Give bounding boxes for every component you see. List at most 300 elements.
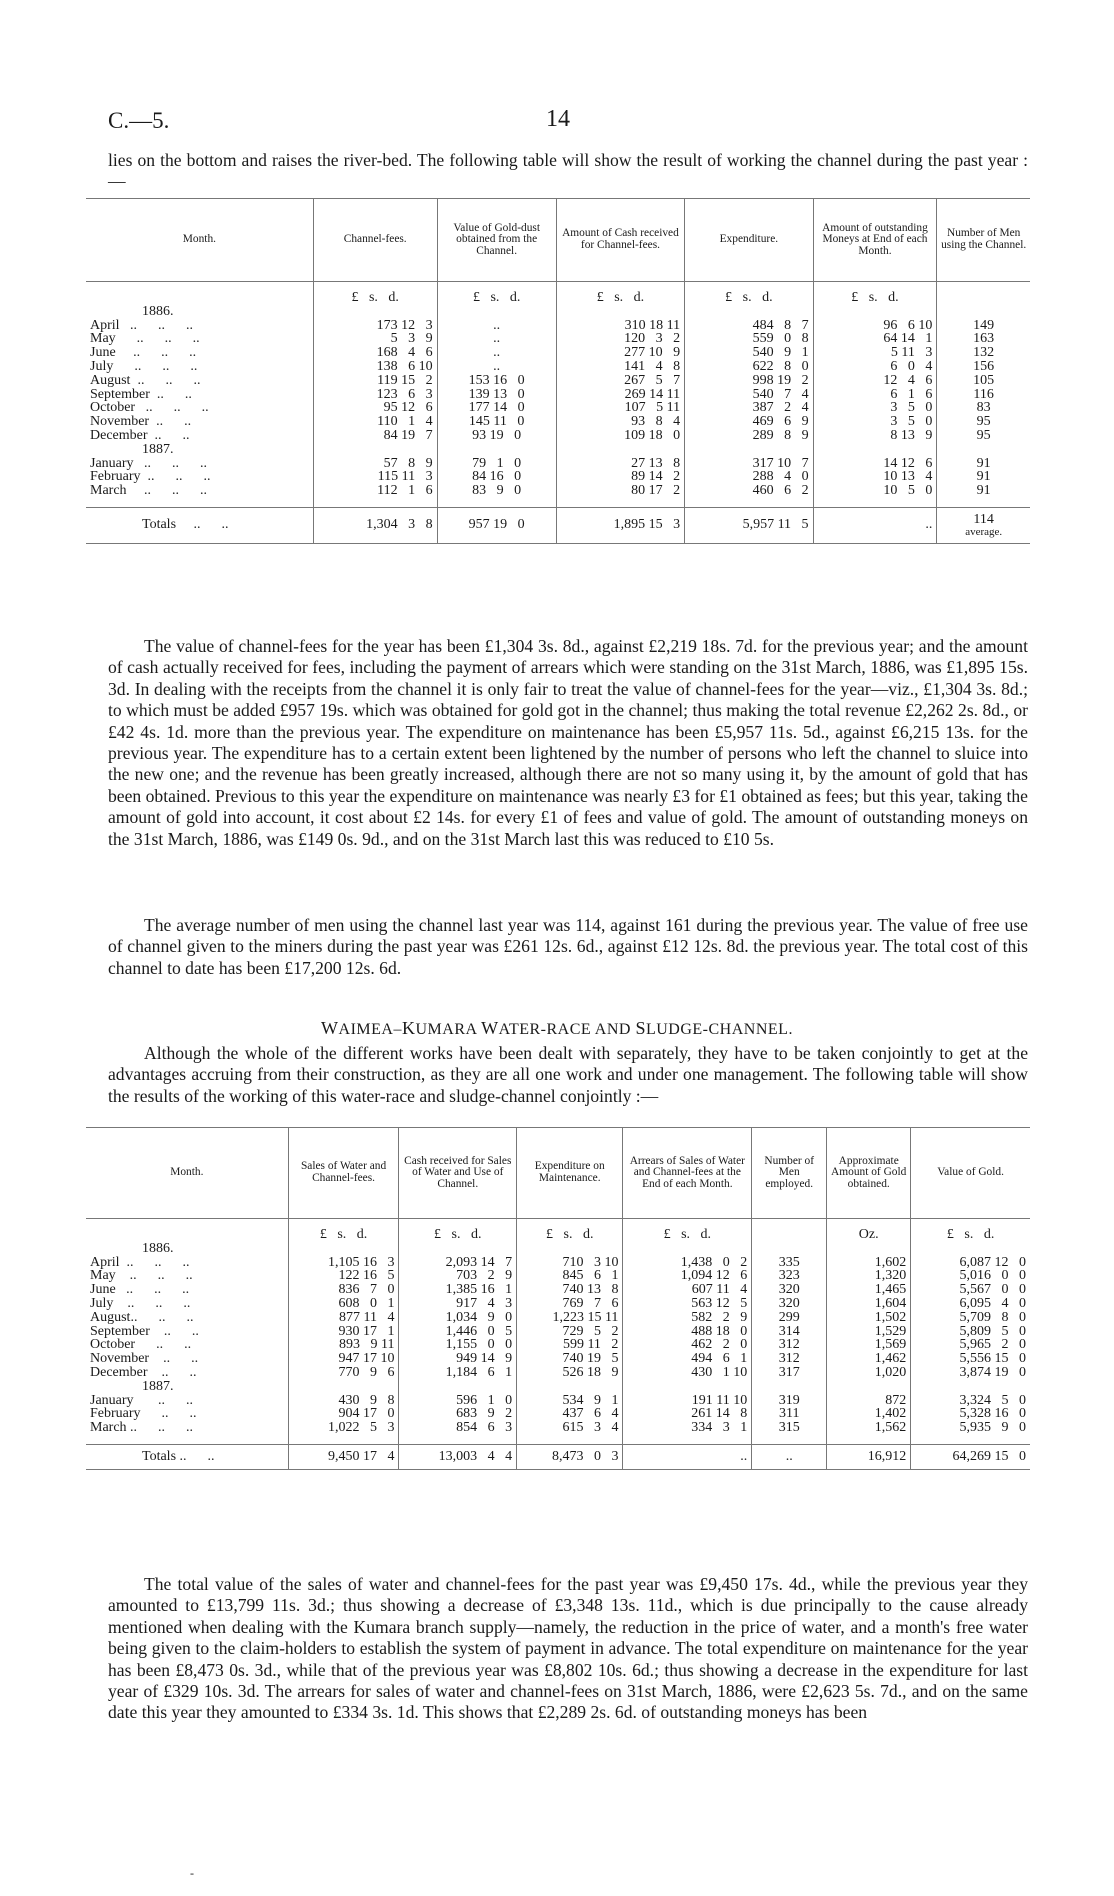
table-cell: 83 9 0 xyxy=(437,484,556,498)
column-header: Number of Men employed. xyxy=(752,1128,827,1219)
table-cell: 1,022 5 3 xyxy=(288,1421,399,1435)
table-cell xyxy=(623,1435,752,1445)
year-row xyxy=(86,1380,1030,1394)
table-cell: 582 2 9 xyxy=(623,1311,752,1325)
table-cell: 6,087 12 0 xyxy=(911,1256,1030,1270)
table-cell: 138 6 10 xyxy=(313,360,437,374)
column-header: Expenditure. xyxy=(685,199,813,282)
channel-working-table xyxy=(86,198,1030,544)
table-cell: 1,465 xyxy=(827,1283,911,1297)
table-cell: 1,502 xyxy=(827,1311,911,1325)
total-value: 957 19 0 xyxy=(468,517,525,533)
table-cell xyxy=(86,1219,288,1229)
table-cell: 96 6 10 xyxy=(813,319,937,333)
table-cell: 168 4 6 xyxy=(313,346,437,360)
table-cell xyxy=(288,1380,399,1394)
total-value: Totals .. .. xyxy=(142,517,229,533)
table-cell: 703 2 9 xyxy=(399,1269,517,1283)
table-cell: 769 7 6 xyxy=(517,1297,623,1311)
currency-row xyxy=(86,1228,1030,1242)
total-value: 64,269 15 0 xyxy=(952,1448,1026,1464)
table-cell: 10 13 4 xyxy=(813,470,937,484)
table-cell: 84 19 7 xyxy=(313,429,437,443)
table-cell: £ s. d. xyxy=(517,1228,623,1242)
table-cell xyxy=(517,1380,623,1394)
table-cell xyxy=(86,1444,288,1469)
table-cell: 3 5 0 xyxy=(813,401,937,415)
table-cell: 312 xyxy=(752,1352,827,1366)
table-cell: December .. .. xyxy=(90,1364,197,1380)
table-cell: 683 9 2 xyxy=(399,1407,517,1421)
table-row xyxy=(86,457,1030,471)
table-cell: 289 8 9 xyxy=(685,429,813,443)
table-cell: 3,874 19 0 xyxy=(911,1366,1030,1380)
spacer-row xyxy=(86,498,1030,508)
table-cell: £ s. d. xyxy=(399,1228,517,1242)
table-cell: 1,562 xyxy=(827,1421,911,1435)
table-cell: 484 8 7 xyxy=(685,319,813,333)
table-cell xyxy=(313,507,437,543)
table-cell: 1,320 xyxy=(827,1269,911,1283)
column-header: Sales of Water and Channel-fees. xyxy=(288,1128,399,1219)
table-cell: September .. .. xyxy=(90,1323,199,1339)
table-cell xyxy=(517,1242,623,1256)
table-cell: 872 xyxy=(827,1394,911,1408)
table-cell: December .. .. xyxy=(90,427,190,443)
table-cell xyxy=(827,1380,911,1394)
table-cell: 740 13 8 xyxy=(517,1283,623,1297)
table-cell: 460 6 2 xyxy=(685,484,813,498)
currency-row xyxy=(86,291,1030,305)
table-cell: 335 xyxy=(752,1256,827,1270)
table-cell: 534 9 1 xyxy=(517,1394,623,1408)
column-header: Month. xyxy=(86,199,313,282)
table-cell: 89 14 2 xyxy=(556,470,684,484)
table-cell: 6,095 4 0 xyxy=(911,1297,1030,1311)
table-cell xyxy=(399,1242,517,1256)
total-value: .. xyxy=(785,1448,793,1464)
table-cell xyxy=(437,443,556,457)
table-header-row xyxy=(86,1128,1030,1219)
table-cell xyxy=(556,443,684,457)
table-cell xyxy=(313,443,437,457)
table-cell xyxy=(685,507,813,543)
table-cell: 5,965 2 0 xyxy=(911,1338,1030,1352)
table-cell xyxy=(623,1444,752,1469)
table-cell: 109 18 0 xyxy=(556,429,684,443)
total-value: .. xyxy=(925,517,933,533)
total-value: 16,912 xyxy=(867,1448,907,1464)
sales-of-water-paragraph: The total value of the sales of water and channel-fees for the past year was £9,450 17s. 4d., while the previous year they amounted to £13,799 11s. 3d.; thus showing a decrease of £3,348 13s. 11d., which is due principally to the cause already mentioned when dealing with the Kumara branch supply—namely, the reduction in the price of water, and a month's free water being given to the claim-holders to establish the system of payment in advance. The total expenditure on maintenance for the year has been £8,473 0s. 3d., while that of the previous year was £8,802 10s. 6d.; thus showing a decrease in the expenditure for last year of £329 10s. 3d. The arrears for sales of water and channel-fees on 31st March, 1886, were £2,623 5s. 7d., and on the same date this year they amounted to £334 3s. 1d. This shows that £2,289 2s. 6d. of outstanding moneys has been xyxy=(108,1574,1028,1723)
table-cell: 563 12 5 xyxy=(623,1297,752,1311)
table-cell: 917 4 3 xyxy=(399,1297,517,1311)
table-cell xyxy=(911,1435,1030,1445)
table-cell xyxy=(752,1444,827,1469)
table-cell: 311 xyxy=(752,1407,827,1421)
table-cell: 163 xyxy=(937,332,1030,346)
table-cell: 145 11 0 xyxy=(437,415,556,429)
table-cell: April .. .. .. xyxy=(90,1254,190,1270)
table-cell: 132 xyxy=(937,346,1030,360)
table-cell: 317 10 7 xyxy=(685,457,813,471)
table-cell: .. xyxy=(437,346,556,360)
column-header: Approximate Amount of Gold obtained. xyxy=(827,1128,911,1219)
table-cell xyxy=(937,282,1030,292)
table-row xyxy=(86,401,1030,415)
table-cell: 1,034 9 0 xyxy=(399,1311,517,1325)
year-row xyxy=(86,443,1030,457)
table-cell: 740 19 5 xyxy=(517,1352,623,1366)
table-cell xyxy=(752,1228,827,1242)
table-cell: 3 5 0 xyxy=(813,415,937,429)
table-cell: March .. .. .. xyxy=(90,483,208,499)
table-cell: 540 7 4 xyxy=(685,388,813,402)
table-cell: 323 xyxy=(752,1269,827,1283)
table-cell xyxy=(911,1242,1030,1256)
average-men-paragraph: The average number of men using the channel last year was 114, against 161 during the previous year. The value of free use of channel given to the miners during the past year was £261 12s. 6d., against £12 12s. 8d. the previous year. The total cost of this channel to date has been £17,200 12s. 6d. xyxy=(108,915,1028,978)
table-cell: 1,105 16 3 xyxy=(288,1256,399,1270)
table-cell: £ s. d. xyxy=(911,1228,1030,1242)
table-cell: 120 3 2 xyxy=(556,332,684,346)
table-cell xyxy=(813,443,937,457)
table-cell: 149 xyxy=(937,319,1030,333)
table-cell: 123 6 3 xyxy=(313,388,437,402)
table-cell: April .. .. .. xyxy=(90,317,194,333)
table-cell xyxy=(911,1444,1030,1469)
table-cell xyxy=(517,1444,623,1469)
table-cell: 139 13 0 xyxy=(437,388,556,402)
table-row xyxy=(86,332,1030,346)
table-cell: 310 18 11 xyxy=(556,319,684,333)
table-cell: 112 1 6 xyxy=(313,484,437,498)
table-cell: 1,604 xyxy=(827,1297,911,1311)
table-row xyxy=(86,1283,1030,1297)
table-cell: October .. .. xyxy=(90,1337,192,1353)
table-cell: 64 14 1 xyxy=(813,332,937,346)
table-row xyxy=(86,346,1030,360)
table-cell xyxy=(399,1435,517,1445)
table-cell: 1887. xyxy=(142,441,174,457)
total-value: 114 xyxy=(973,511,994,527)
table-cell xyxy=(752,1380,827,1394)
water-race-sludge-table xyxy=(86,1127,1030,1470)
table-cell: 5,328 16 0 xyxy=(911,1407,1030,1421)
table-cell: 5,567 0 0 xyxy=(911,1283,1030,1297)
table-cell: 83 xyxy=(937,401,1030,415)
table-cell: 8 13 9 xyxy=(813,429,937,443)
table-cell: 6 0 4 xyxy=(813,360,937,374)
table-cell xyxy=(86,1435,288,1445)
column-header: Expenditure on Maintenance. xyxy=(517,1128,623,1219)
table-cell: 5,809 5 0 xyxy=(911,1325,1030,1339)
table-cell xyxy=(437,498,556,508)
table-cell: 622 8 0 xyxy=(685,360,813,374)
table-cell: 153 16 0 xyxy=(437,374,556,388)
table-cell: 277 10 9 xyxy=(556,346,684,360)
table-cell: 6 1 6 xyxy=(813,388,937,402)
table-cell: 269 14 11 xyxy=(556,388,684,402)
table-cell xyxy=(437,305,556,319)
table-cell xyxy=(288,1435,399,1445)
table-cell: 122 16 5 xyxy=(288,1269,399,1283)
table-row xyxy=(86,388,1030,402)
table-cell: 79 1 0 xyxy=(437,457,556,471)
table-cell: 930 17 1 xyxy=(288,1325,399,1339)
year-row xyxy=(86,1242,1030,1256)
table-row xyxy=(86,1269,1030,1283)
table-cell: 1886. xyxy=(142,303,174,319)
table-cell: 1,223 15 11 xyxy=(517,1311,623,1325)
table-cell: 115 11 3 xyxy=(313,470,437,484)
table-cell: 1,094 12 6 xyxy=(623,1269,752,1283)
table-cell: 12 4 6 xyxy=(813,374,937,388)
table-cell: 312 xyxy=(752,1338,827,1352)
table-cell: 84 16 0 xyxy=(437,470,556,484)
column-header: Month. xyxy=(86,1128,288,1219)
table-cell xyxy=(517,1435,623,1445)
table-cell: 1,569 xyxy=(827,1338,911,1352)
table-cell xyxy=(399,1444,517,1469)
table-cell xyxy=(623,1242,752,1256)
section-heading: WAIMEA–KUMARA WATER-RACE AND SLUDGE-CHANNEL. xyxy=(321,1018,793,1038)
year-row xyxy=(86,305,1030,319)
table-cell: 27 13 8 xyxy=(556,457,684,471)
table-cell xyxy=(313,498,437,508)
table-cell: 615 3 4 xyxy=(517,1421,623,1435)
table-cell: 462 2 0 xyxy=(623,1338,752,1352)
table-row xyxy=(86,1297,1030,1311)
table-cell: 893 9 11 xyxy=(288,1338,399,1352)
table-cell: £ s. d. xyxy=(623,1228,752,1242)
total-value: Totals .. .. xyxy=(142,1448,215,1464)
table-cell: 437 6 4 xyxy=(517,1407,623,1421)
table-cell: 387 2 4 xyxy=(685,401,813,415)
table-cell: 320 xyxy=(752,1297,827,1311)
table-cell xyxy=(623,1380,752,1394)
table-cell xyxy=(556,498,684,508)
table-cell: 5,935 9 0 xyxy=(911,1421,1030,1435)
page-number: 14 xyxy=(546,106,570,132)
table-cell: 1,602 xyxy=(827,1256,911,1270)
table-cell: 1,438 0 2 xyxy=(623,1256,752,1270)
table-cell: .. xyxy=(437,332,556,346)
table-cell xyxy=(685,443,813,457)
column-header: Amount of Cash received for Channel-fees. xyxy=(556,199,684,282)
table-cell xyxy=(911,1380,1030,1394)
table-cell: 559 0 8 xyxy=(685,332,813,346)
table-row xyxy=(86,429,1030,443)
total-value: 5,957 11 5 xyxy=(742,517,809,533)
table-row xyxy=(86,1311,1030,1325)
total-value: 1,304 3 8 xyxy=(366,517,433,533)
column-header: Cash received for Sales of Water and Use of Channel. xyxy=(399,1128,517,1219)
table-cell: March .. .. .. xyxy=(90,1420,194,1436)
table-cell: 91 xyxy=(937,457,1030,471)
table-row xyxy=(86,1256,1030,1270)
table-cell: 334 3 1 xyxy=(623,1421,752,1435)
spacer-row xyxy=(86,1435,1030,1445)
table-cell: 1,462 xyxy=(827,1352,911,1366)
column-header: Arrears of Sales of Water and Channel-fees at the End of each Month. xyxy=(623,1128,752,1219)
table-cell: 1886. xyxy=(142,1240,174,1256)
table-cell: 156 xyxy=(937,360,1030,374)
table-row xyxy=(86,1366,1030,1380)
table-cell xyxy=(86,291,313,305)
table-cell xyxy=(86,498,313,508)
table-cell: 10 5 0 xyxy=(813,484,937,498)
table-cell xyxy=(937,443,1030,457)
table-cell: 1,385 16 1 xyxy=(399,1283,517,1297)
table-cell: May .. .. .. xyxy=(90,1268,193,1284)
table-cell xyxy=(556,305,684,319)
table-cell: £ s. d. xyxy=(685,291,813,305)
table-cell: 95 xyxy=(937,415,1030,429)
table-cell xyxy=(813,305,937,319)
table-cell: 710 3 10 xyxy=(517,1256,623,1270)
table-cell: 540 9 1 xyxy=(685,346,813,360)
table-cell: June .. .. .. xyxy=(90,345,197,361)
table-cell: 854 6 3 xyxy=(399,1421,517,1435)
table-cell: 315 xyxy=(752,1421,827,1435)
table-cell: July .. .. .. xyxy=(90,1295,191,1311)
table-cell: 2,093 14 7 xyxy=(399,1256,517,1270)
table-cell: November .. .. xyxy=(90,414,192,430)
table-row xyxy=(86,484,1030,498)
table-cell xyxy=(399,1380,517,1394)
table-cell: 319 xyxy=(752,1394,827,1408)
table-cell: 320 xyxy=(752,1283,827,1297)
table-cell: 288 4 0 xyxy=(685,470,813,484)
table-cell xyxy=(86,1228,288,1242)
column-header: Value of Gold-dust obtained from the Channel. xyxy=(437,199,556,282)
total-value: 1,895 15 3 xyxy=(613,517,681,533)
column-header: Number of Men using the Channel. xyxy=(937,199,1030,282)
table-cell: 1,446 0 5 xyxy=(399,1325,517,1339)
table-cell: 949 14 9 xyxy=(399,1352,517,1366)
table-cell xyxy=(752,1242,827,1256)
table-cell: 947 17 10 xyxy=(288,1352,399,1366)
table-cell: 95 xyxy=(937,429,1030,443)
table-cell: February .. .. .. xyxy=(90,469,211,485)
table-cell xyxy=(752,1219,827,1229)
table-cell xyxy=(313,305,437,319)
table-cell xyxy=(937,498,1030,508)
table-cell xyxy=(827,1435,911,1445)
table-cell: 469 6 9 xyxy=(685,415,813,429)
table-cell: 141 4 8 xyxy=(556,360,684,374)
table-cell xyxy=(86,507,313,543)
table-cell: 91 xyxy=(937,484,1030,498)
total-value: 13,003 4 4 xyxy=(438,1448,513,1464)
table-cell xyxy=(937,291,1030,305)
table-cell: May .. .. .. xyxy=(90,331,200,347)
table-cell xyxy=(827,1242,911,1256)
table-cell: £ s. d. xyxy=(288,1228,399,1242)
table-row xyxy=(86,1421,1030,1435)
table-cell: 5,709 8 0 xyxy=(911,1311,1030,1325)
table-cell: November .. .. xyxy=(90,1351,199,1367)
table-cell: 317 xyxy=(752,1366,827,1380)
document-reference: C.—5. xyxy=(108,108,170,133)
table-cell: August .. .. .. xyxy=(90,372,201,388)
table-cell: 191 11 10 xyxy=(623,1394,752,1408)
intro-paragraph: lies on the bottom and raises the river-bed. The following table will show the result of working the channel during the past year :— xyxy=(108,150,1028,192)
table-cell: 5 3 9 xyxy=(313,332,437,346)
table-cell: 1,155 0 0 xyxy=(399,1338,517,1352)
total-value: 8,473 0 3 xyxy=(551,1448,619,1464)
table-cell xyxy=(685,498,813,508)
table-cell: 93 19 0 xyxy=(437,429,556,443)
table-cell: £ s. d. xyxy=(313,291,437,305)
table-cell: 261 14 8 xyxy=(623,1407,752,1421)
table-cell: 5,016 0 0 xyxy=(911,1269,1030,1283)
table-cell: 998 19 2 xyxy=(685,374,813,388)
table-cell xyxy=(813,498,937,508)
table-cell: 607 11 4 xyxy=(623,1283,752,1297)
table-cell: 91 xyxy=(937,470,1030,484)
table-cell: 1,529 xyxy=(827,1325,911,1339)
table-cell: 267 5 7 xyxy=(556,374,684,388)
table-cell: Oz. xyxy=(827,1228,911,1242)
table-cell xyxy=(556,507,684,543)
table-cell xyxy=(937,507,1030,543)
table-cell: 314 xyxy=(752,1325,827,1339)
table-cell: 494 6 1 xyxy=(623,1352,752,1366)
table-cell: 836 7 0 xyxy=(288,1283,399,1297)
total-value: 9,450 17 4 xyxy=(327,1448,395,1464)
table-cell: 1887. xyxy=(142,1378,174,1394)
table-cell: 119 15 2 xyxy=(313,374,437,388)
table-cell: 93 8 4 xyxy=(556,415,684,429)
table-cell: 14 12 6 xyxy=(813,457,937,471)
table-row xyxy=(86,319,1030,333)
table-cell: August.. .. .. xyxy=(90,1309,194,1325)
table-cell xyxy=(685,305,813,319)
table-cell: September .. .. xyxy=(90,386,192,402)
table-row xyxy=(86,1407,1030,1421)
table-cell xyxy=(827,1444,911,1469)
table-cell: 770 9 6 xyxy=(288,1366,399,1380)
table-cell xyxy=(937,305,1030,319)
table-cell: 877 11 4 xyxy=(288,1311,399,1325)
table-cell: February .. .. xyxy=(90,1406,197,1422)
table-cell xyxy=(288,1242,399,1256)
table-cell: July .. .. .. xyxy=(90,358,198,374)
table-cell xyxy=(752,1435,827,1445)
table-cell: .. xyxy=(437,319,556,333)
table-cell: 526 18 9 xyxy=(517,1366,623,1380)
table-cell: January .. .. xyxy=(90,1392,194,1408)
table-cell: £ s. d. xyxy=(813,291,937,305)
table-cell: 904 17 0 xyxy=(288,1407,399,1421)
table-cell xyxy=(437,507,556,543)
table-cell: 608 0 1 xyxy=(288,1297,399,1311)
table-cell: 80 17 2 xyxy=(556,484,684,498)
table-cell: 430 9 8 xyxy=(288,1394,399,1408)
table-cell: 729 5 2 xyxy=(517,1325,623,1339)
table-cell: 116 xyxy=(937,388,1030,402)
table-cell xyxy=(813,507,937,543)
table-cell: £ s. d. xyxy=(437,291,556,305)
table-cell: 107 5 11 xyxy=(556,401,684,415)
column-header: Channel-fees. xyxy=(313,199,437,282)
table-row xyxy=(86,415,1030,429)
average-note: average. xyxy=(965,525,1003,538)
table-cell: 599 11 2 xyxy=(517,1338,623,1352)
table-cell: 1,020 xyxy=(827,1366,911,1380)
table-cell: 3,324 5 0 xyxy=(911,1394,1030,1408)
table-cell: .. xyxy=(437,360,556,374)
